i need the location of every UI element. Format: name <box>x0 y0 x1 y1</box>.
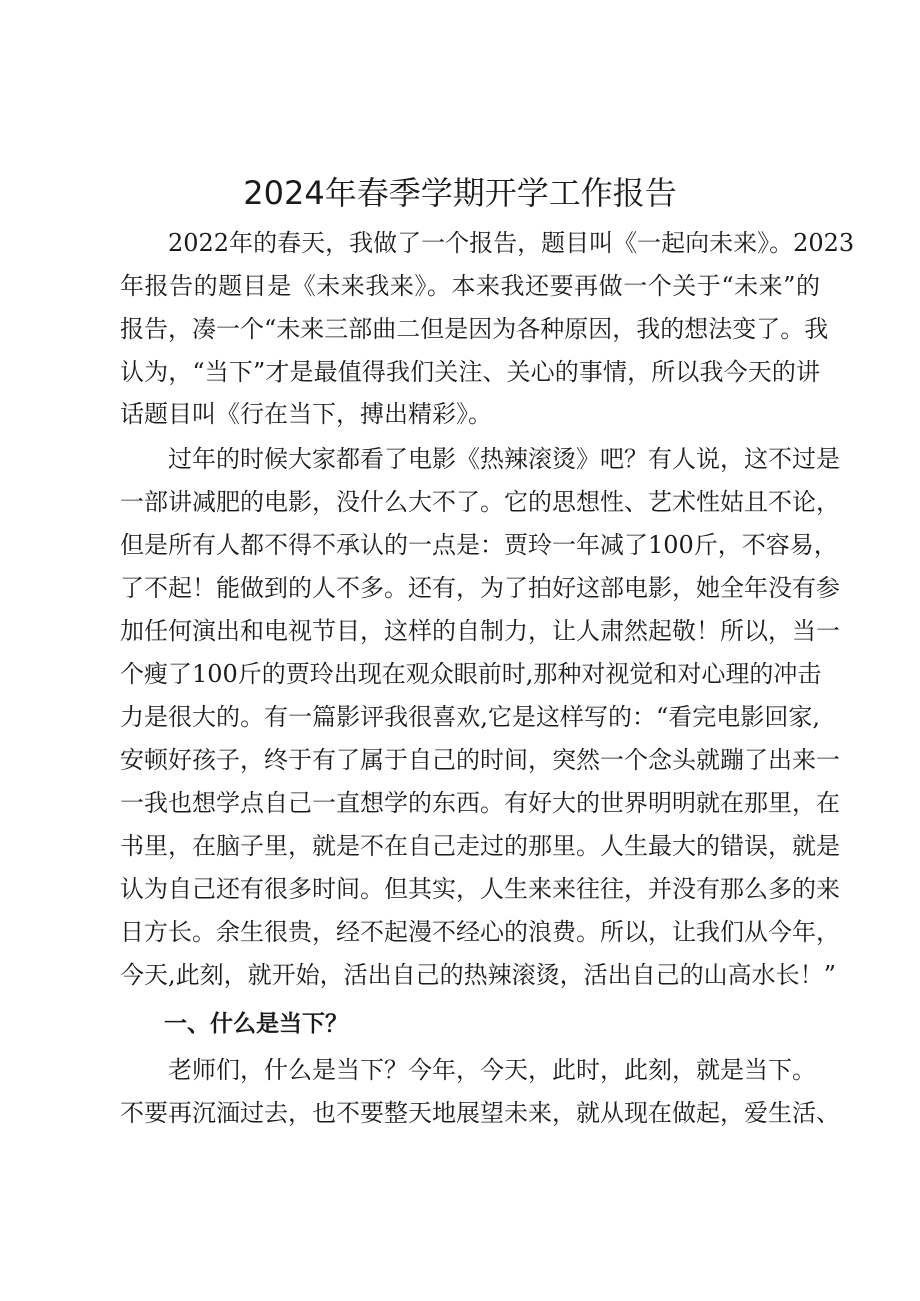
paragraph-line: 加任何演出和电视节目，这样的自制力，让人肃然起敬！所以，当一 <box>120 617 840 645</box>
paragraph-line: 不要再沉湎过去，也不要整天地展望未来，就从现在做起，爱生活、 <box>120 1099 840 1127</box>
paragraph-line: 认为自己还有很多时间。但其实，人生来来往往，并没有那么多的来 <box>120 875 840 903</box>
paragraph-line: 今天,此刻，就开始，活出自己的热辣滚烫，活出自己的山高水长！” <box>120 961 836 989</box>
paragraph-line: 报告，凑一个“未来三部曲二但是因为各种原因，我的想法变了。我 <box>120 315 829 343</box>
paragraph-line: 日方长。余生很贵，经不起漫不经心的浪费。所以，让我们从今年， <box>120 918 840 946</box>
paragraph-line: 2022年的春天，我做了一个报告，题目叫《一起向未来》。2023 <box>168 229 855 257</box>
paragraph-line: 一我也想学点自己一直想学的东西。有好大的世界明明就在那里，在 <box>120 789 840 817</box>
paragraph-line: 但是所有人都不得不承认的一点是：贾玲一年减了100斤，不容易， <box>120 531 838 559</box>
paragraph-line: 力是很大的。有一篇影评我很喜欢,它是这样写的：“看完电影回家, <box>120 703 820 731</box>
document-title: 2024年春季学期开学工作报告 <box>243 174 677 212</box>
paragraph-line: 个瘦了100斤的贾玲出现在观众眼前时,那种对视觉和对心理的冲击 <box>120 660 822 688</box>
paragraph-line: 过年的时候大家都看了电影《热辣滚烫》吧？有人说，这不过是 <box>168 445 840 473</box>
paragraph-line: 一部讲减肥的电影，没什么大不了。它的思想性、艺术性姑且不论， <box>120 488 840 516</box>
paragraph-line: 年报告的题目是《未来我来》。本来我还要再做一个关于“未来”的 <box>120 272 820 300</box>
paragraph-line: 书里，在脑子里，就是不在自己走过的那里。人生最大的错误，就是 <box>120 832 840 860</box>
paragraph-line: 了不起！能做到的人不多。还有，为了拍好这部电影，她全年没有参 <box>120 574 840 602</box>
paragraph-line: 安顿好孩子，终于有了属于自己的时间，突然一个念头就蹦了出来一 <box>120 746 840 774</box>
paragraph-line: 话题目叫《行在当下，搏出精彩》。 <box>120 400 492 428</box>
paragraph-line: 老师们，什么是当下？今年，今天，此时，此刻，就是当下。 <box>168 1056 816 1084</box>
paragraph-line: 认为，“当下”才是最值得我们关注、关心的事情，所以我今天的讲 <box>120 358 820 386</box>
section-heading: 一、什么是当下？ <box>164 1011 348 1037</box>
